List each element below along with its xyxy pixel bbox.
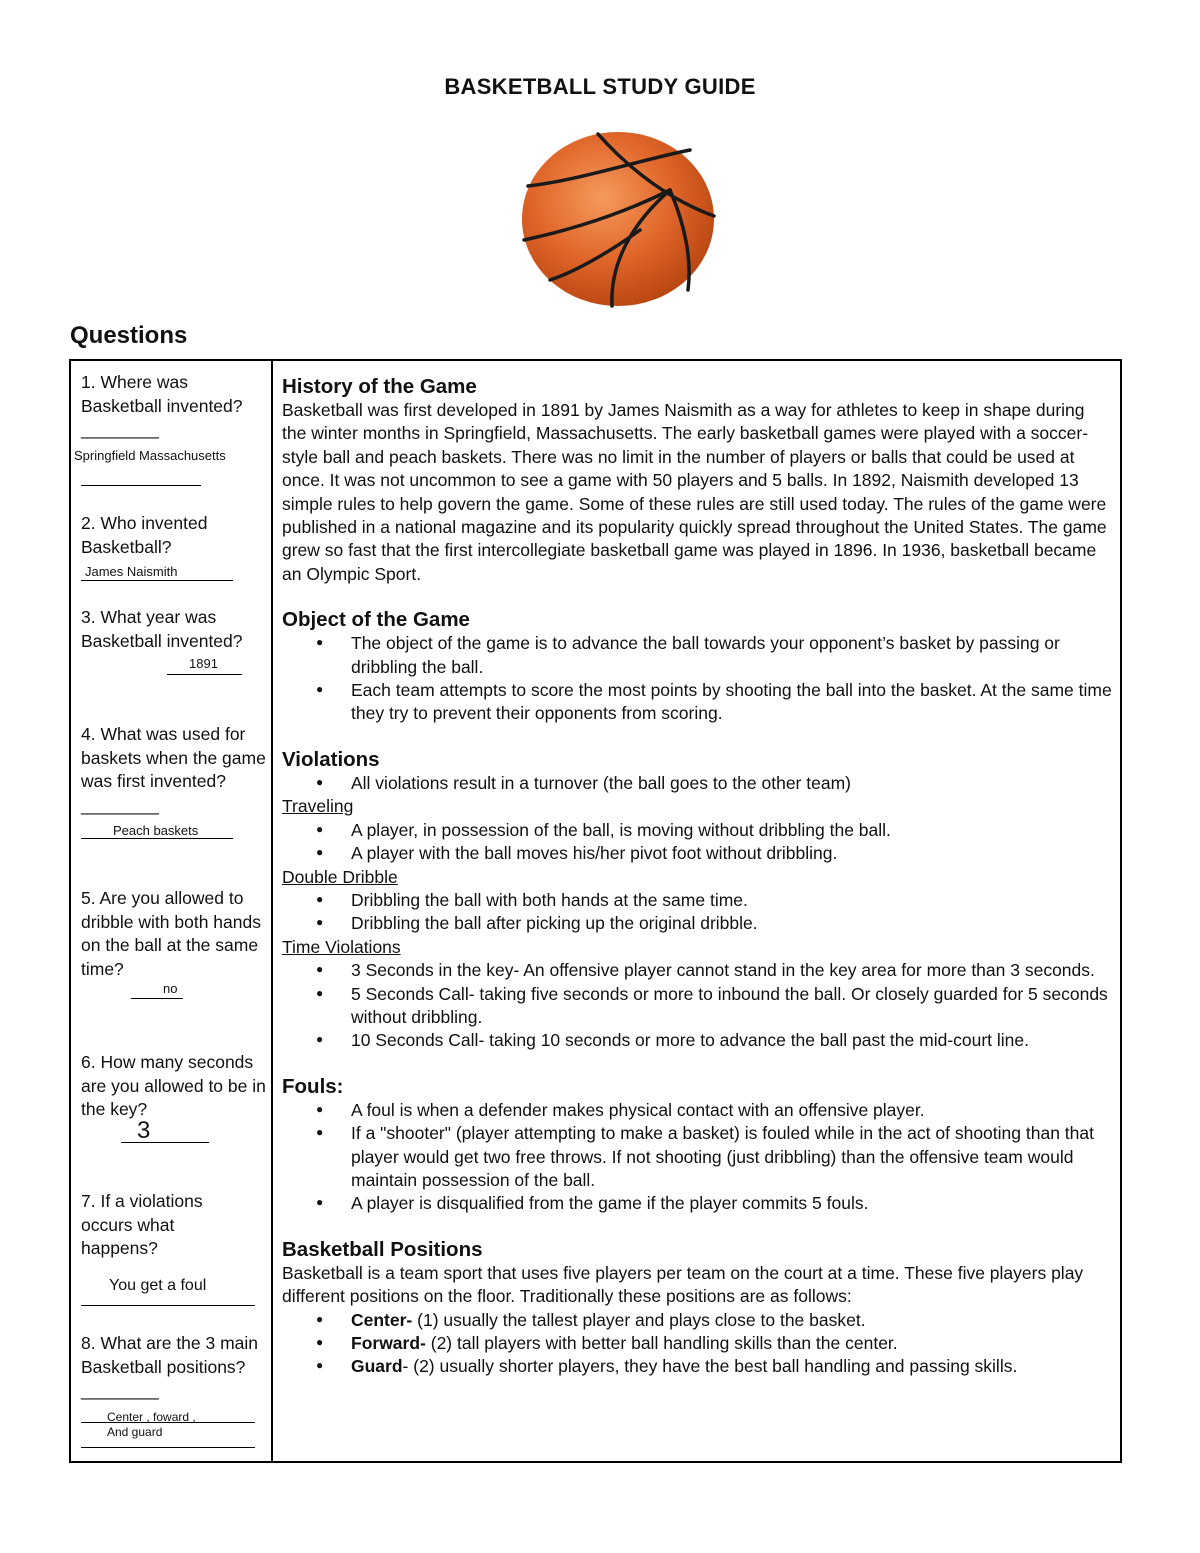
history-heading: History of the Game bbox=[282, 375, 477, 398]
list-item: ● A foul is when a defender makes physical contact with an offensive player. bbox=[282, 1099, 1112, 1122]
position-desc: (2) tall players with better ball handling skills than the center. bbox=[425, 1333, 898, 1353]
answer-7: You get a foul bbox=[109, 1277, 207, 1294]
fouls-heading: Fouls: bbox=[282, 1074, 344, 1098]
list-item: ● 3 Seconds in the key- An offensive player cannot stand in the key area for more than 3 seconds. bbox=[282, 959, 1112, 982]
violations-intro-list bbox=[282, 772, 1112, 795]
object-list bbox=[282, 632, 1112, 726]
position-desc: (1) usually the tallest player and plays close to the basket. bbox=[412, 1309, 866, 1330]
questions-heading: Questions bbox=[70, 322, 188, 349]
answer-3: 1891 bbox=[189, 656, 218, 671]
double-dribble-list bbox=[282, 889, 1112, 936]
basketball-icon bbox=[520, 130, 716, 308]
list-item bbox=[282, 1332, 1112, 1355]
study-guide-table bbox=[69, 359, 1122, 1463]
position-name: Center- bbox=[351, 1309, 413, 1330]
answer-8-line2: And guard bbox=[107, 1425, 163, 1439]
history-body: Basketball was first developed in 1891 by James Naismith as a way for athletes to keep in shape during the winter months in Springfield, Massachusetts. The early basketball games were played with a soccer-style ball and peach baskets. There was no limit in the number of players or balls that could be used at once. It was not uncommon to see a game with 50 players and 5 balls. In 1892, Naismith developed 13 simple rules to help govern the game. Some of these rules are still used today. The rules of the game were published in a national magazine and its popularity quickly spread throughout the United States. The game grew so fast that the first intercollegiate basketball game was played in 1896. In 1936, basketball became an Olympic Sport. bbox=[282, 400, 1107, 584]
list-item: ● A player with the ball moves his/her pivot foot without dribbling. bbox=[282, 842, 1112, 865]
question-5: 5. Are you allowed to dribble with both hands on the ball at the same time? bbox=[81, 888, 261, 979]
list-item: ● Dribbling the ball with both hands at the same time. bbox=[282, 889, 1112, 912]
question-8: 8. What are the 3 main Basketball positions?________ bbox=[81, 1333, 259, 1400]
position-name: Guard bbox=[351, 1356, 403, 1377]
question-3: 3. What year was Basketball invented? bbox=[81, 607, 243, 651]
positions-body: Basketball is a team sport that uses five players per team on the court at a time. These five players play different positions on the floor. Traditionally these positions are as follows: bbox=[282, 1262, 1084, 1307]
answer-8-line1: Center , foward , bbox=[107, 1410, 196, 1424]
list-item: ● A player is disqualified from the game if the player commits 5 fouls. bbox=[282, 1192, 1112, 1215]
position-name: Forward- bbox=[351, 1333, 426, 1353]
page-title: BASKETBALL STUDY GUIDE bbox=[444, 74, 756, 99]
question-4: 4. What was used for baskets when the game was first invented?________ bbox=[81, 724, 266, 815]
list-item: ● Dribbling the ball after picking up the original dribble. bbox=[282, 912, 1112, 935]
positions-list bbox=[282, 1309, 1112, 1379]
positions-heading: Basketball Positions bbox=[282, 1237, 483, 1261]
time-violations-label: Time Violations bbox=[282, 936, 401, 957]
column-divider bbox=[271, 361, 273, 1461]
fouls-list bbox=[282, 1099, 1112, 1216]
double-dribble-label: Double Dribble bbox=[282, 866, 398, 887]
list-item: ● The object of the game is to advance the ball towards your opponent’s basket by passing or dribbling the ball. bbox=[282, 632, 1112, 679]
list-item bbox=[282, 1355, 1112, 1378]
list-item: ● If a "shooter" (player attempting to make a basket) is fouled while in the act of shooting than that player would get two free throws. If not shooting (just dribbling) than the offensive team would maintain possession of the ball. bbox=[282, 1122, 1112, 1192]
answer-2-line bbox=[81, 580, 233, 581]
question-6: 6. How many seconds are you allowed to be in the key? bbox=[81, 1052, 266, 1119]
traveling-list bbox=[282, 819, 1112, 866]
position-desc: - (2) usually shorter players, they have the best ball handling and passing skills. bbox=[402, 1356, 1018, 1377]
answer-4: Peach baskets bbox=[113, 823, 199, 838]
list-item: ● A player, in possession of the ball, is moving without dribbling the ball. bbox=[282, 819, 1112, 842]
list-item: ● All violations result in a turnover (the ball goes to the other team) bbox=[282, 772, 1112, 795]
list-item: ● 10 Seconds Call- taking 10 seconds or more to advance the ball past the mid-court line. bbox=[282, 1029, 1112, 1052]
violations-heading: Violations bbox=[282, 747, 380, 771]
traveling-label: Traveling bbox=[282, 796, 354, 817]
time-violations-list bbox=[282, 959, 1112, 1053]
answer-7-line bbox=[81, 1305, 255, 1306]
object-heading: Object of the Game bbox=[282, 608, 470, 632]
answer-5-line bbox=[131, 998, 183, 999]
list-item: ● Each team attempts to score the most points by shooting the ball into the basket. At the same time they try to prevent their opponents from scoring. bbox=[282, 679, 1112, 726]
answer-6-line bbox=[121, 1142, 209, 1143]
list-item: ● 5 Seconds Call- taking five seconds or more to inbound the ball. Or closely guarded for 5 seconds without dribbling. bbox=[282, 983, 1112, 1030]
answer-8-line-a bbox=[81, 1422, 255, 1423]
answer-4-line bbox=[81, 838, 233, 839]
list-item bbox=[282, 1309, 1112, 1332]
answer-3-line bbox=[167, 674, 242, 675]
content-column bbox=[282, 375, 1112, 1379]
answer-1-line bbox=[81, 485, 201, 486]
answer-1: Springfield Massachusetts bbox=[74, 448, 226, 463]
answer-8-line-b bbox=[81, 1447, 255, 1448]
answer-2: James Naismith bbox=[85, 564, 178, 579]
question-1: 1. Where was Basketball invented?________ bbox=[81, 372, 243, 439]
answer-6: 3 bbox=[137, 1117, 151, 1144]
question-2: 2. Who invented Basketball? bbox=[81, 513, 208, 557]
answer-5: no bbox=[163, 981, 178, 996]
question-7: 7. If a violations occurs what happens? bbox=[81, 1191, 203, 1258]
